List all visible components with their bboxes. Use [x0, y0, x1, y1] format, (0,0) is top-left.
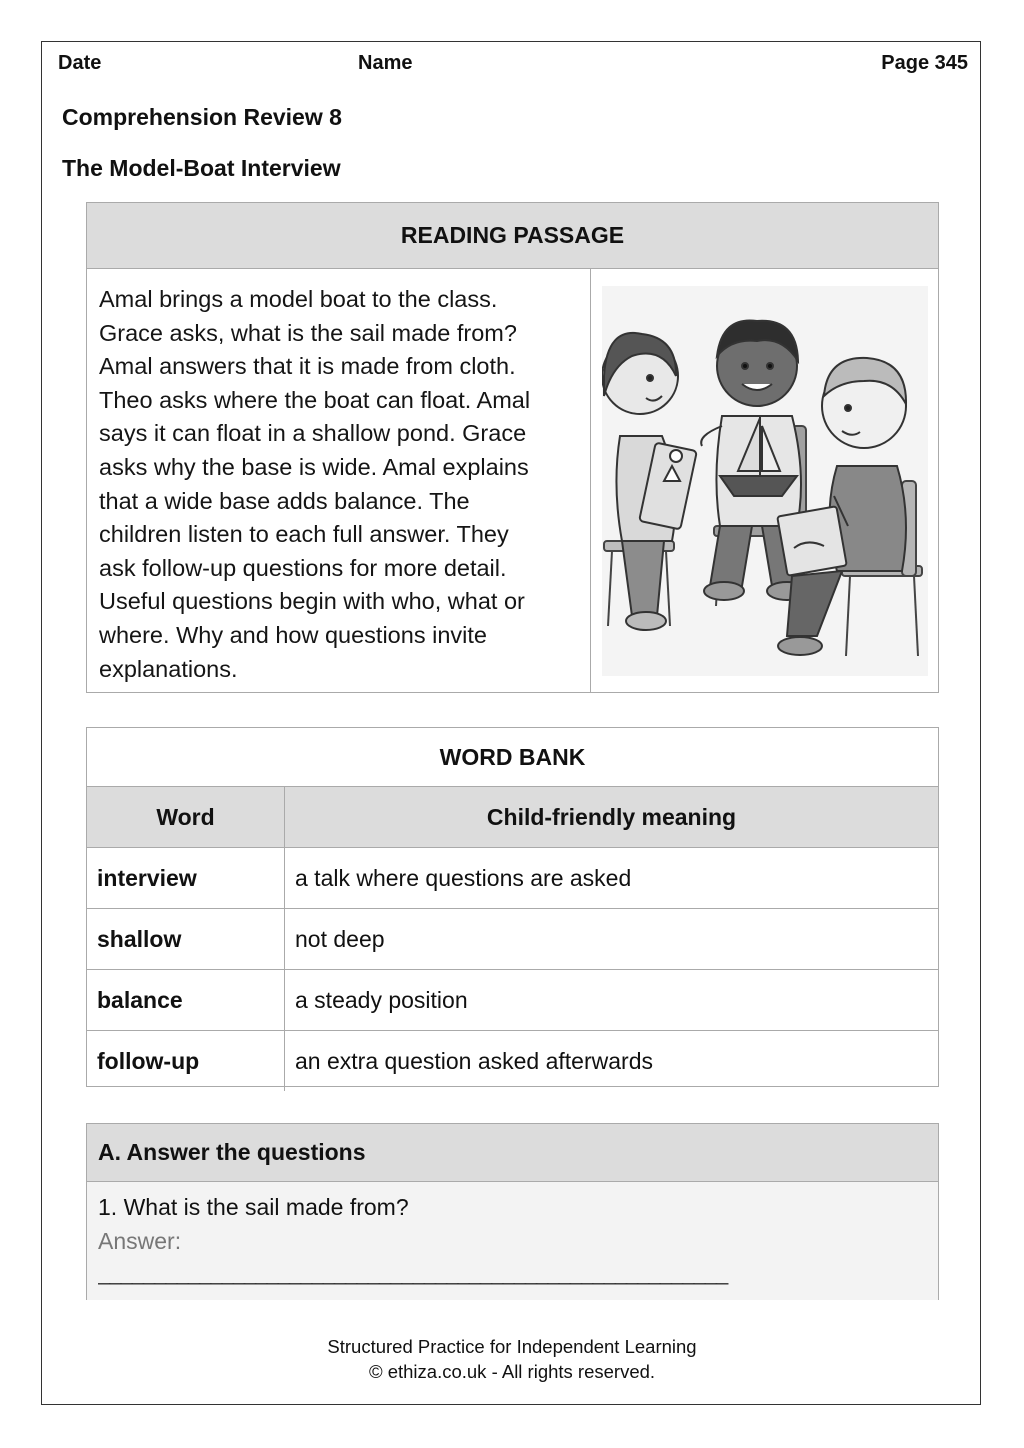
- reading-passage-panel: [86, 202, 939, 693]
- reading-passage-body: [87, 269, 938, 693]
- illustration-svg: [602, 286, 928, 676]
- table-row: [87, 1031, 938, 1091]
- name-label: Name: [358, 52, 413, 74]
- page-number: Page 345: [881, 52, 968, 74]
- passage-line: Useful questions begin with who, what or: [99, 588, 525, 615]
- passage-line: Theo asks where the boat can float. Amal: [99, 386, 531, 413]
- questions-body: [87, 1182, 938, 1300]
- meaning-cell: not deep: [295, 925, 385, 952]
- review-title: Comprehension Review 8: [62, 104, 342, 130]
- date-label: Date: [58, 52, 102, 74]
- footer-copyright: © ethiza.co.uk - All rights reserved.: [368, 1361, 656, 1382]
- passage-line: where. Why and how questions invite: [99, 621, 487, 648]
- answer-line[interactable]: ________________________________________________________: [98, 1260, 728, 1285]
- word-column-header: Word: [87, 787, 285, 847]
- reading-passage-heading: READING PASSAGE: [87, 203, 938, 269]
- word-cell: interview: [87, 848, 285, 908]
- word-cell: balance: [87, 970, 285, 1030]
- meaning-cell: a talk where questions are asked: [295, 864, 632, 891]
- questions-heading: A. Answer the questions: [87, 1124, 938, 1182]
- passage-line: says it can float in a shallow pond. Grace: [99, 420, 527, 447]
- questions-panel: [86, 1123, 939, 1300]
- table-row: [87, 909, 938, 970]
- passage-line: Grace asks, what is the sail made from?: [99, 319, 517, 346]
- passage-line: explanations.: [99, 655, 238, 682]
- meaning-column-header: Child-friendly meaning: [486, 803, 737, 830]
- children-interview-illustration: [591, 269, 938, 693]
- word-bank-title: WORD BANK: [87, 728, 938, 787]
- table-row: [87, 848, 938, 909]
- passage-line: Amal brings a model boat to the class.: [99, 286, 498, 312]
- word-bank-table: [86, 727, 939, 1087]
- answer-label: Answer:: [98, 1228, 182, 1254]
- passage-line: children listen to each full answer. They: [99, 521, 509, 548]
- word-cell: shallow: [87, 909, 285, 969]
- meaning-cell: an extra question asked afterwards: [295, 1047, 653, 1074]
- table-row: [87, 970, 938, 1031]
- word-cell: follow-up: [87, 1031, 285, 1091]
- word-bank-header-row: [87, 787, 938, 848]
- passage-line: that a wide base adds balance. The: [99, 487, 470, 514]
- passage-line: ask follow-up questions for more detail.: [99, 554, 507, 581]
- footer-tagline: Structured Practice for Independent Learning: [327, 1336, 697, 1357]
- story-title: The Model-Boat Interview: [62, 155, 341, 181]
- meaning-cell: a steady position: [295, 986, 468, 1013]
- passage-text: [87, 269, 591, 693]
- passage-line: asks why the base is wide. Amal explains: [99, 453, 529, 480]
- passage-line: Amal answers that it is made from cloth.: [99, 353, 516, 380]
- question-1: 1. What is the sail made from?: [98, 1194, 409, 1220]
